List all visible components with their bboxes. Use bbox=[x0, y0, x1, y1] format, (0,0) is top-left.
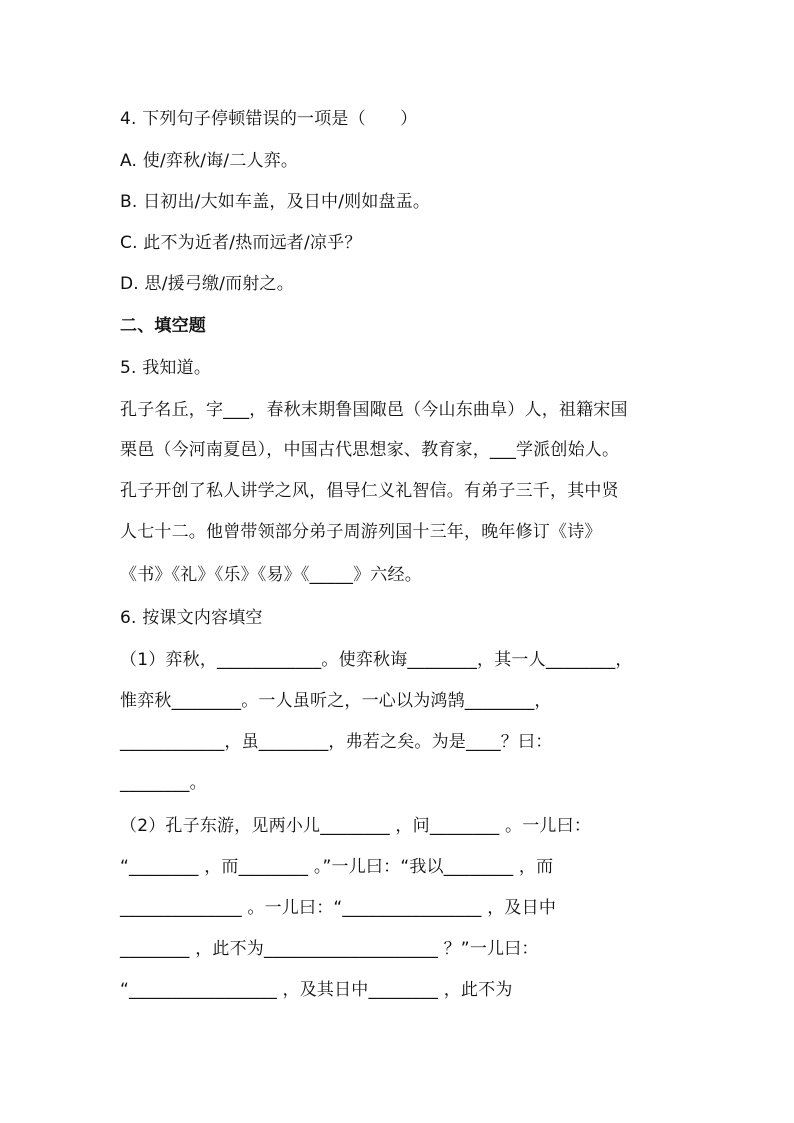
q4-option-d: D. 思/援弓缴/而射之。 bbox=[120, 274, 294, 294]
q4-option-c: C. 此不为近者/热而远者/凉乎？ bbox=[120, 233, 362, 253]
q6-part1-line: ________。 bbox=[120, 773, 207, 793]
q6-part2-line: ______________ 。一儿曰：“________________ ，及日中 bbox=[120, 898, 557, 918]
q6-stem: 6. 按课文内容填空 bbox=[120, 608, 263, 628]
q4-stem: 4. 下列句子停顿错误的一项是（ ） bbox=[120, 109, 418, 129]
q6-part1-line: ____________，虽________，弗若之矣。为是____？曰： bbox=[120, 732, 553, 752]
q6-part1-line: （1）弈秋，____________。使弈秋诲________，其一人________， bbox=[120, 650, 633, 670]
q6-part2-line: （2）孔子东游，见两小儿________ ，问________ 。一儿曰： bbox=[120, 816, 592, 836]
q5-line: 孔子开创了私人讲学之风，倡导仁义礼智信。有弟子三千，其中贤 bbox=[120, 481, 619, 501]
q6-part1-line: 惟弈秋________。一人虽听之，一心以为鸿鹄________， bbox=[120, 691, 552, 711]
q6-part2-line: “_________________ ，及其日中________ ，此不为 bbox=[120, 980, 513, 1000]
q4-option-a: A. 使/弈秋/诲/二人弈。 bbox=[120, 151, 299, 171]
q5-line: 栗邑（今河南夏邑），中国古代思想家、教育家，___学派创始人。 bbox=[120, 440, 620, 460]
q5-line: 人七十二。他曾带领部分弟子周游列国十三年，晚年修订《诗》 bbox=[120, 522, 602, 542]
q5-stem: 5. 我知道。 bbox=[120, 358, 212, 378]
q6-part2-line: ________ ，此不为____________________ ？”一儿曰： bbox=[120, 939, 539, 959]
q5-line: 《书》《礼》《乐》《易》《_____》六经。 bbox=[120, 565, 422, 585]
q5-line: 孔子名丘，字___，春秋末期鲁国陬邑（今山东曲阜）人，祖籍宋国 bbox=[120, 400, 628, 420]
q4-option-b: B. 日初出/大如车盖，及日中/则如盘盂。 bbox=[120, 192, 431, 212]
q6-part2-line: “________ ，而________ 。”一儿曰：“我以________ ，而 bbox=[120, 857, 554, 877]
section-title: 二、填空题 bbox=[120, 316, 206, 336]
